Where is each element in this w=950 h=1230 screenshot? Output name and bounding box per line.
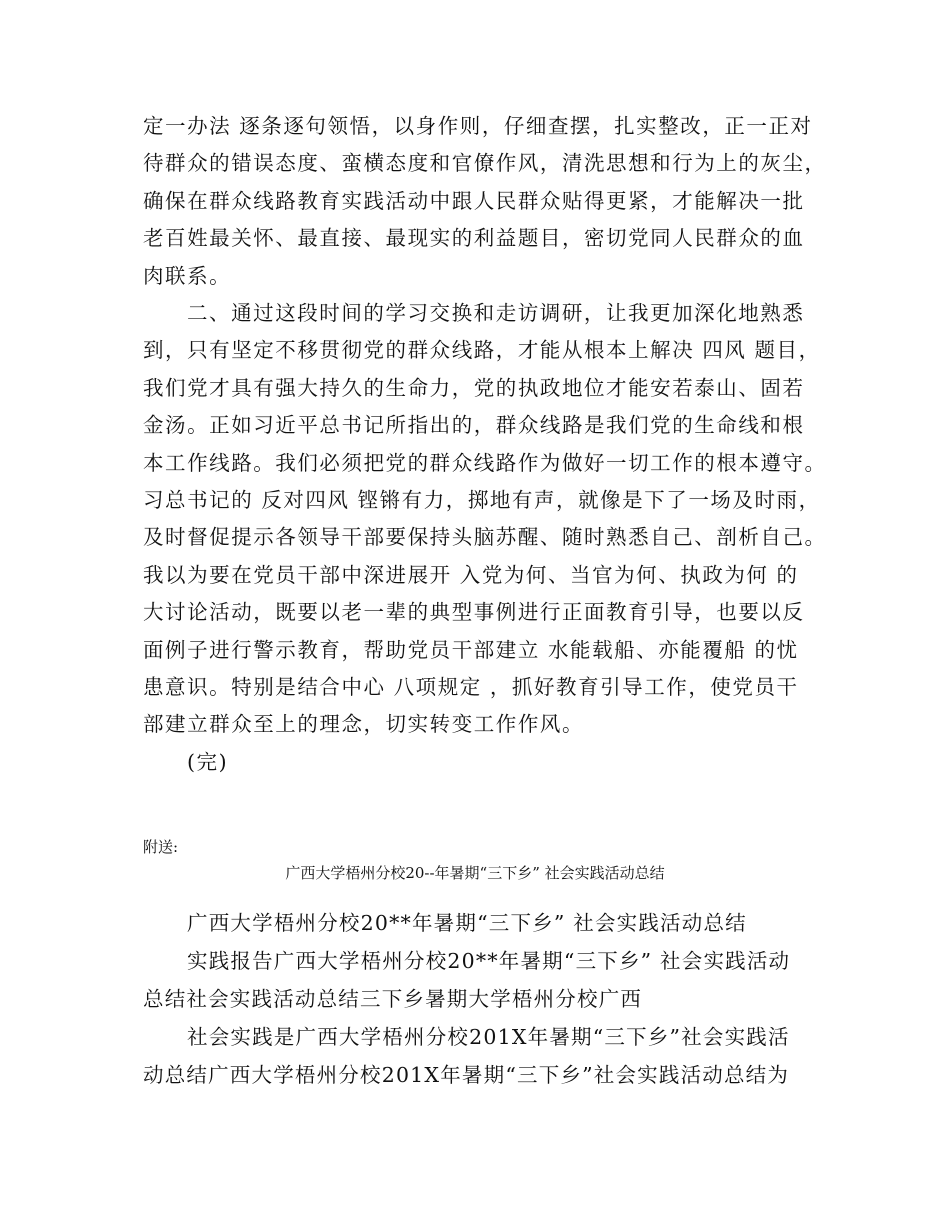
appendix-title: 广西大学梧州分校20--年暑期“三下乡” 社会实践活动总结: [285, 864, 665, 882]
paragraph-one: [143, 108, 827, 295]
appendix-body-line: 实践报告广西大学梧州分校20**年暑期“三下乡” 社会实践活动: [187, 949, 791, 973]
paragraph-two-line: 到，只有坚定不移贯彻党的群众线路，才能从根本上解决 四风 题目，: [143, 338, 821, 363]
paragraph-one-line: 确保在群众线路教育实践活动中跟人民群众贴得更紧，才能解决一批: [143, 188, 805, 213]
paragraph-two-line: 我们党才具有强大持久的生命力，党的执政地位才能安若泰山、固若: [143, 375, 805, 400]
paragraph-two-line: 我以为要在党员干部中深进展开 入党为何、当官为何、执政为何 的: [143, 562, 799, 587]
appendix-body: [143, 904, 823, 1094]
appendix-label: 附送:: [143, 838, 179, 856]
paragraph-one-line: 老百姓最关怀、最直接、最现实的利益题目，密切党同人民群众的血: [143, 226, 805, 251]
paragraph-two-line: 二、通过这段时间的学习交换和走访调研，让我更加深化地熟悉: [187, 301, 805, 325]
appendix-body-line: 社会实践是广西大学梧州分校201X年暑期“三下乡”社会实践活: [187, 1025, 790, 1049]
paragraph-two-line: 部建立群众至上的理念，切实转变工作作风。: [143, 712, 584, 737]
appendix-body-line: 总结社会实践活动总结三下乡暑期大学梧州分校广西: [143, 987, 643, 1011]
paragraph-two-line: 习总书记的 反对四风 铿锵有力，掷地有声，就像是下了一场及时雨，: [143, 487, 821, 512]
paragraph-two-line: 患意识。特别是结合中心 八项规定 ，抓好教育引导工作，使党员干: [143, 674, 799, 699]
paragraph-one-line: 肉联系。: [143, 263, 232, 288]
appendix-body-line: 动总结广西大学梧州分校201X年暑期“三下乡”社会实践活动总结为: [143, 1063, 790, 1087]
paragraph-one-line: 待群众的错误态度、蛮横态度和官僚作风，清洗思想和行为上的灰尘，: [143, 151, 827, 176]
paragraph-two-line: 大讨论活动，既要以老一辈的典型事例进行正面教育引导，也要以反: [143, 600, 805, 625]
paragraph-two-line: 面例子进行警示教育，帮助党员干部建立 水能载船、亦能覆船 的忧: [143, 637, 799, 662]
paragraph-two-line: 金汤。正如习近平总书记所指出的，群众线路是我们党的生命线和根: [143, 413, 805, 438]
paragraph-two-line: 本工作线路。我们必须把党的群众线路作为做好一切工作的根本遵守。: [143, 450, 827, 475]
paragraph-one-line: 定一办法 逐条逐句领悟，以身作则，仔细查摆，扎实整改，正一正对: [143, 114, 813, 138]
paragraph-two: [143, 295, 827, 781]
paragraph-two-line: 及时督促提示各领导干部要保持头脑苏醒、随时熟悉自己、剖析自己。: [143, 525, 827, 550]
appendix-body-line: 广西大学梧州分校20**年暑期“三下乡” 社会实践活动总结: [187, 911, 747, 935]
end-mark: (完): [187, 749, 229, 774]
